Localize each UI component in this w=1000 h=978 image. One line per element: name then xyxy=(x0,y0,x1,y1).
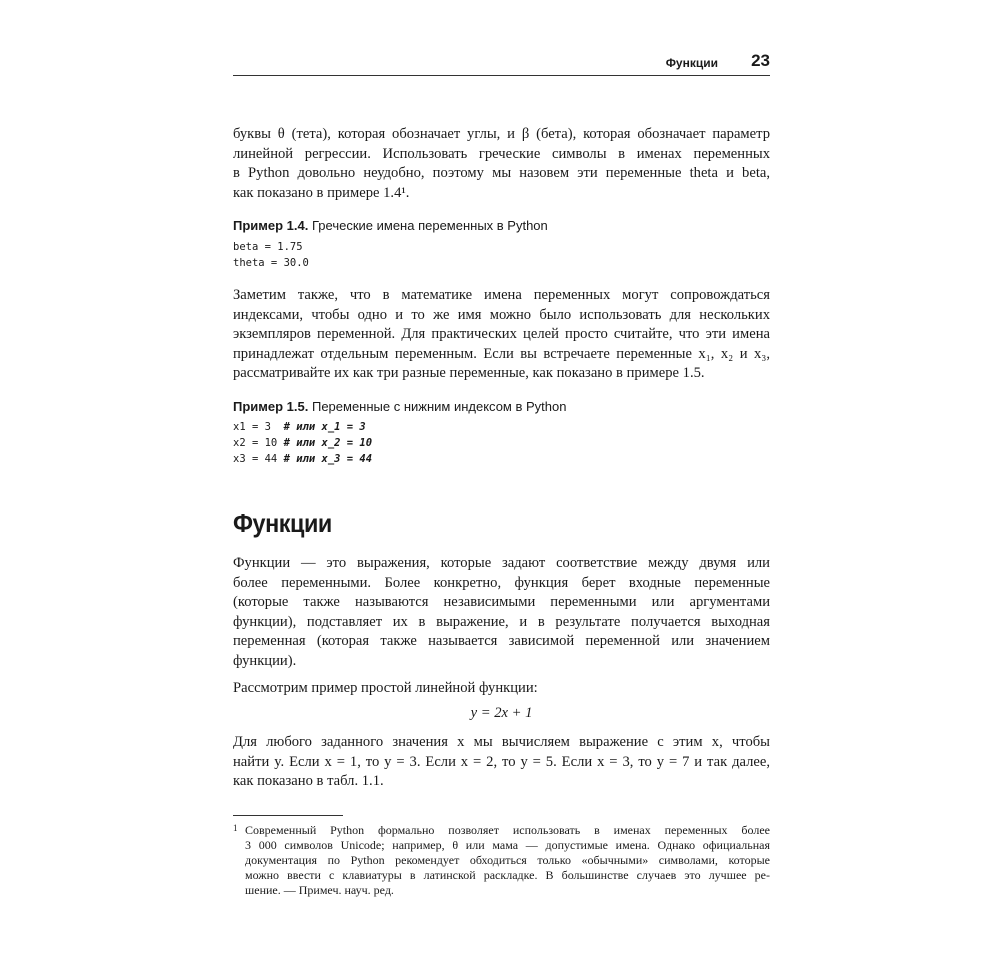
code-stmt: x3 = 44 xyxy=(233,453,284,465)
code-comment: # или x_2 = 10 xyxy=(283,437,373,449)
paragraph-greek-intro xyxy=(233,125,770,203)
example-1-5-code xyxy=(233,419,372,467)
code-line: theta = 30.0 xyxy=(233,257,309,269)
text-line: функции). xyxy=(233,652,297,669)
text-line: переменная (которая также называется зависимой переменной или значением xyxy=(233,633,770,649)
text-line: функции), подставляет их в выражение, и в результате получается выходная xyxy=(233,613,770,630)
example-title: Переменные с нижним индексом в Python xyxy=(311,399,567,414)
example-label: Пример 1.4. xyxy=(233,218,309,233)
formula: y = 2x + 1 xyxy=(470,705,533,721)
text-line: в Python довольно неудобно, поэтому мы назовем эти переменные theta и beta, xyxy=(233,165,770,181)
text-line: как показано в примере 1.4¹. xyxy=(233,184,410,201)
code-line: beta = 1.75 xyxy=(233,241,303,253)
text-line: рассматривайте их как три разные переменные, как показано в примере 1.5. xyxy=(233,365,705,381)
footnote-line: 3 000 символов Unicode; например, θ или мама — допустимые имена. Однако официальная xyxy=(245,838,770,852)
text-line: экземпляров переменной. Для практических целей просто считайте, что эти имена xyxy=(233,326,770,342)
running-header xyxy=(233,49,770,76)
text-line: индексами, чтобы одно и то же имя можно было использовать для нескольких xyxy=(233,306,770,323)
footnote xyxy=(233,823,770,898)
text-line: более переменными. Более конкретно, функция берет входные переменные xyxy=(233,574,770,591)
paragraph-evaluation xyxy=(233,733,770,792)
chapter-title: Функции xyxy=(665,56,718,70)
book-page xyxy=(233,0,770,978)
text-line: (которые также называются независимыми переменными или аргументами xyxy=(233,594,770,610)
paragraph-subscripts xyxy=(233,286,770,384)
text-line: Рассмотрим пример простой линейной функции: xyxy=(233,680,538,696)
footnote-line: Современный Python формально позволяет использовать в именах переменных более xyxy=(245,823,770,837)
paragraph-functions-definition xyxy=(233,554,770,671)
footnote-rule xyxy=(233,815,343,816)
code-stmt: x2 = 10 xyxy=(233,437,284,449)
code-stmt: x1 = 3 xyxy=(233,421,284,433)
example-1-4-caption xyxy=(233,218,548,234)
example-title: Греческие имена переменных в Python xyxy=(311,218,548,233)
text-line: принадлежат отдельным переменным. Если вы встречаете переменные x₁, x₂ и x₃, xyxy=(233,345,770,362)
text-line: буквы θ (тета), которая обозначает углы, и β (бета), которая обозначает параметр xyxy=(233,126,770,142)
text-line: Функции — это выражения, которые задают соответствие между двумя или xyxy=(233,555,770,571)
footnote-line: можно ввести с клавиатуры в латинской раскладке. В большинстве случаев это лучшее ре- xyxy=(245,868,770,882)
text-line: Для любого заданного значения x мы вычисляем выражение с этим x, чтобы xyxy=(233,734,770,750)
text-line: как показано в табл. 1.1. xyxy=(233,773,384,789)
section-heading: Функции xyxy=(233,508,332,538)
example-label: Пример 1.5. xyxy=(233,399,309,414)
paragraph-linear-example xyxy=(233,679,770,699)
footnote-line: документация по Python рекомендует обходиться только «обычными» символами, которые xyxy=(245,853,770,867)
example-1-4-code xyxy=(233,239,309,271)
code-comment: # или x_3 = 44 xyxy=(283,453,373,465)
example-1-5-caption xyxy=(233,399,566,415)
page-number: 23 xyxy=(751,51,770,70)
text-line: найти y. Если x = 1, то y = 3. Если x = 2, то y = 5. Если x = 3, то y = 7 и так далее, xyxy=(233,753,770,770)
footnote-mark: 1 xyxy=(233,823,238,833)
text-line: Заметим также, что в математике имена переменных могут сопровождаться xyxy=(233,287,770,303)
code-comment: # или x_1 = 3 xyxy=(283,421,366,433)
text-line: линейной регрессии. Использовать греческие символы в именах переменных xyxy=(233,145,770,162)
footnote-line: шение. — Примеч. науч. ред. xyxy=(245,883,394,897)
